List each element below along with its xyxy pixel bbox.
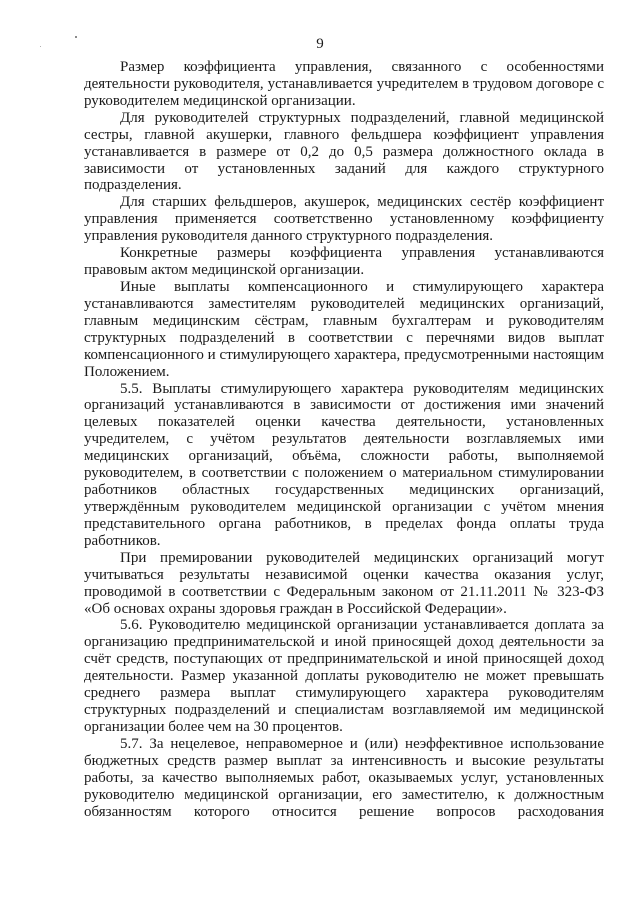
paragraph-unit-heads-coefficient: Для руководителей структурных подразделений, главной медицинской сестры, главной акушерки, главного фельдшера коэффициент управления устанавливается в размере от 0,2 до 0,5 размера должностного оклада в зависимости от установленных заданий для каждого структурного подразделения. <box>84 109 604 194</box>
paragraph-management-coefficient: Размер коэффициента управления, связанного с особенностями деятельности руководителя, устанавливается учредителем в трудовом договоре с руководителем медицинской организации. <box>84 59 604 109</box>
paragraph-other-payments: Иные выплаты компенсационного и стимулирующего характера устанавливаются заместителям руководителей медицинских организаций, главным медицинским сёстрам, главным бухгалтерам и руководителям структурных подразделений в соответствии с перечнями видов выплат компенсационного и стимулирующего характера, предусмотренными настоящим Положением. <box>84 278 604 380</box>
paragraph-section-5-7: 5.7. За нецелевое, неправомерное и (или) неэффективное использование бюджетных средств размер выплат за интенсивность и высокие результаты работы, за качество выполняемых работ, оказываемых услуг, установленных руководителю медицинской организации, его заместителю, к должностным обязанностям которого относится решение вопросов расходования <box>84 735 604 820</box>
paragraph-specific-coefficient: Конкретные размеры коэффициента управления устанавливаются правовым актом медицинской организации. <box>84 245 604 279</box>
paragraph-section-5-5: 5.5. Выплаты стимулирующего характера руководителям медицинских организаций устанавливаются в зависимости от достижения ими значений целевых показателей оценки качества деятельности, установленных учредителем, с учётом результатов деятельности возглавляемых ими медицинских организаций, объёма, сложности работы, выполняемой руководителем, в соответствии с положением о материальном стимулировании работников областных государственных медицинских организаций, утверждённым руководителем медицинской организации с учётом мнения представительного органа работников, в пределах фонда оплаты труда работников. <box>84 380 604 549</box>
paragraph-bonus-assessment: При премировании руководителей медицинских организаций могут учитываться результаты независимой оценки качества оказания услуг, проводимой в соответствии с Федеральным законом от 21.11.2011 № 323-ФЗ «Об основах охраны здоровья граждан в Российской Федерации». <box>84 549 604 617</box>
paragraph-section-5-6: 5.6. Руководителю медицинской организации устанавливается доплата за организацию предпринимательской и иной приносящей доход деятельности за счёт средств, поступающих от предпринимательской и иной приносящей доход деятельности. Размер указанной доплаты руководителю не может превышать среднего размера выплат стимулирующего характера руководителям структурных подразделений и специалистам возглавляемой им медицинской организации более чем на 30 процентов. <box>84 617 604 735</box>
document-body <box>84 59 604 820</box>
page-number: 9 <box>316 36 324 52</box>
paragraph-senior-staff-coefficient: Для старших фельдшеров, акушерок, медицинских сестёр коэффициент управления применяется соответственно установленному коэффициенту управления руководителя данного структурного подразделения. <box>84 194 604 245</box>
